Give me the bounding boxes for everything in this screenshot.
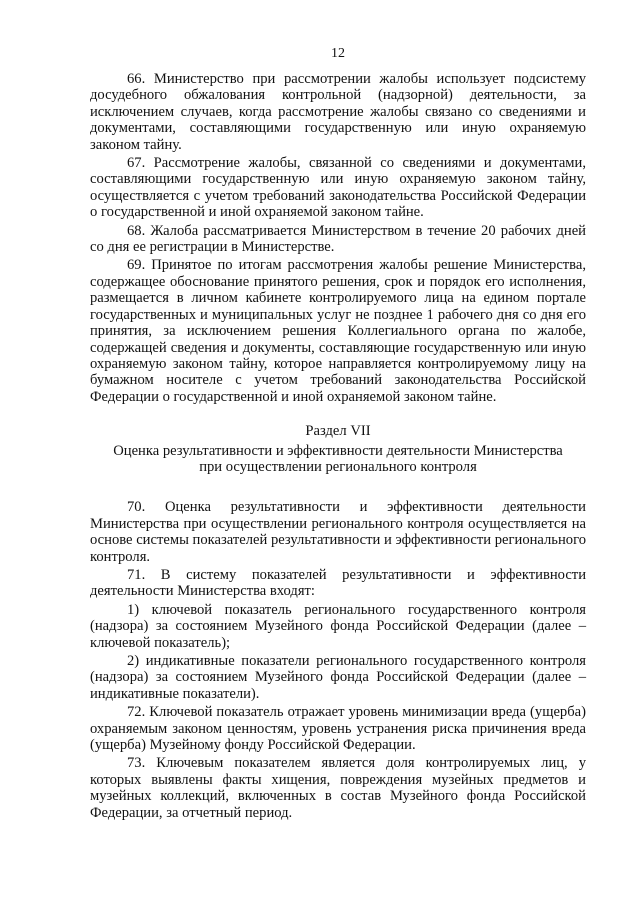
page-number: 12 <box>331 46 345 61</box>
paragraph-68: 68. Жалоба рассматривается Министерством в течение 20 рабочих дней со дня ее регистрации в Министерстве. <box>90 222 586 256</box>
paragraph-73: 73. Ключевым показателем является доля контролируемых лиц, у которых выявлены факты хищения, повреждения музейных предметов и музейных коллекций, включенных в состав Музейного фонда Российской Федерации, за отчетный период. <box>90 755 586 821</box>
paragraph-72: 72. Ключевой показатель отражает уровень минимизации вреда (ущерба) охраняемым законом ценностям, уровень устранения риска причинения вреда (ущерба) Музейному фонду Российской Федерации. <box>90 704 586 754</box>
document-body <box>90 71 586 823</box>
paragraph-71: 71. В систему показателей результативности и эффективности деятельности Министерства входят: <box>90 566 586 600</box>
document-page <box>90 0 586 905</box>
paragraph-71-item-2: 2) индикативные показатели регионального государственного контроля (надзора) за состоянием Музейного фонда Российской Федерации (далее – индикативные показатели). <box>90 653 586 702</box>
paragraph-66: 66. Министерство при рассмотрении жалобы использует подсистему досудебного обжалования контрольной (надзорной) деятельности, за исключением случаев, когда рассмотрение жалобы связано со сведениями и документами, составляющими государственную или иную охраняемую законом тайну. <box>90 71 586 153</box>
paragraph-69: 69. Принятое по итогам рассмотрения жалобы решение Министерства, содержащее обоснование принятого решения, срок и порядок его исполнения, размещается в личном кабинете контролируемого лица на едином портале государственных и муниципальных услуг не позднее 1 рабочего дня со дня его принятия, за исключением решения Коллегиального органа по жалобе, содержащей сведения и документы, составляющие государственную или иную охраняемую законом тайну, которое направляется контролируемому лицу на бумажном носителе с учетом требований законодательства Российской Федерации о государственной и иной охраняемой законом тайне. <box>90 257 586 405</box>
paragraph-67: 67. Рассмотрение жалобы, связанной со сведениями и документами, составляющими государственную или иную охраняемую законом тайну, осуществляется с учетом требований законодательства Российской Федерации о государственной и иной охраняемой законом тайне. <box>90 155 586 221</box>
paragraph-71-item-1: 1) ключевой показатель регионального государственного контроля (надзора) за состоянием Музейного фонда Российской Федерации (далее – ключевой показатель); <box>90 601 586 651</box>
paragraph-70: 70. Оценка результативности и эффективности деятельности Министерства при осуществлении регионального контроля осуществляется на основе системы показателей результативности и эффективности регионального контроля. <box>90 499 586 565</box>
section-label: Раздел VII <box>305 423 371 440</box>
section-title <box>90 443 586 476</box>
section-title-line-1: Оценка результативности и эффективности деятельности Министерства <box>113 442 563 459</box>
section-title-line-2: при осуществлении регионального контроля <box>199 458 477 475</box>
